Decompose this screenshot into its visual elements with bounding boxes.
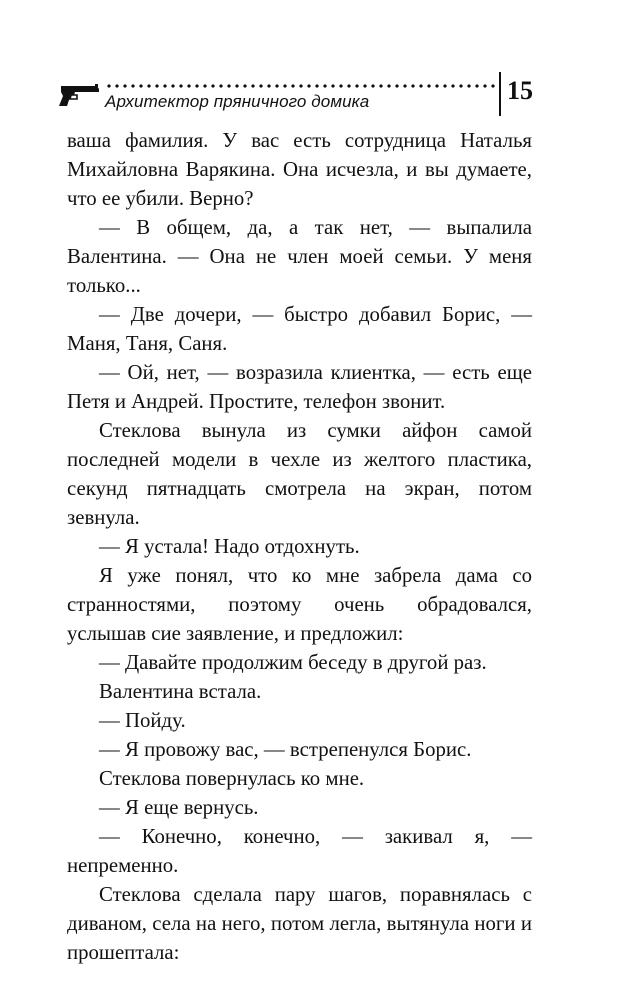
paragraph: — Две дочери, — быстро добавил Борис, — Маня, Таня, Саня. — [67, 303, 532, 355]
paragraph: Стеклова вынула из сумки айфон самой последней модели в чехле из желтого пластика, секунд пятнадцать смотрела на экран, потом зевнула. — [67, 419, 532, 529]
running-header — [57, 72, 533, 120]
paragraph: — Пойду. — [99, 709, 186, 732]
paragraph: — Давайте продолжим беседу в другой раз. — [99, 651, 487, 674]
paragraph: Валентина встала. — [99, 680, 262, 703]
body-text — [67, 126, 532, 967]
folio-divider — [499, 72, 501, 116]
dotted-rule — [105, 84, 499, 88]
paragraph: — В общем, да, а так нет, — выпалила Валентина. — Она не член моей семьи. У меня только... — [67, 216, 532, 297]
paragraph: ваша фамилия. У вас есть сотрудница Наталья Михайловна Варякина. Она исчезла, и вы думаете, что ее убили. Верно? — [67, 129, 532, 210]
paragraph: — Я еще вернусь. — [99, 796, 259, 819]
revolver-icon — [57, 82, 101, 108]
paragraph: — Конечно, конечно, — закивал я, — непременно. — [67, 825, 532, 877]
paragraph: — Ой, нет, — возразила клиентка, — есть еще Петя и Андрей. Простите, телефон звонит. — [67, 361, 532, 413]
paragraph: — Я провожу вас, — встрепенулся Борис. — [99, 738, 472, 761]
paragraph: Стеклова сделала пару шагов, поравнялась с диваном, села на него, потом легла, вытянула ноги и прошептала: — [67, 883, 532, 964]
paragraph: Я уже понял, что ко мне забрела дама со странностями, поэтому очень обрадовался, услышав сие заявление, и предложил: — [67, 564, 532, 645]
page-number: 15 — [507, 76, 533, 105]
running-title: Архитектор пряничного домика — [105, 92, 370, 111]
paragraph: Стеклова повернулась ко мне. — [99, 767, 365, 790]
paragraph: — Я устала! Надо отдохнуть. — [99, 535, 360, 558]
